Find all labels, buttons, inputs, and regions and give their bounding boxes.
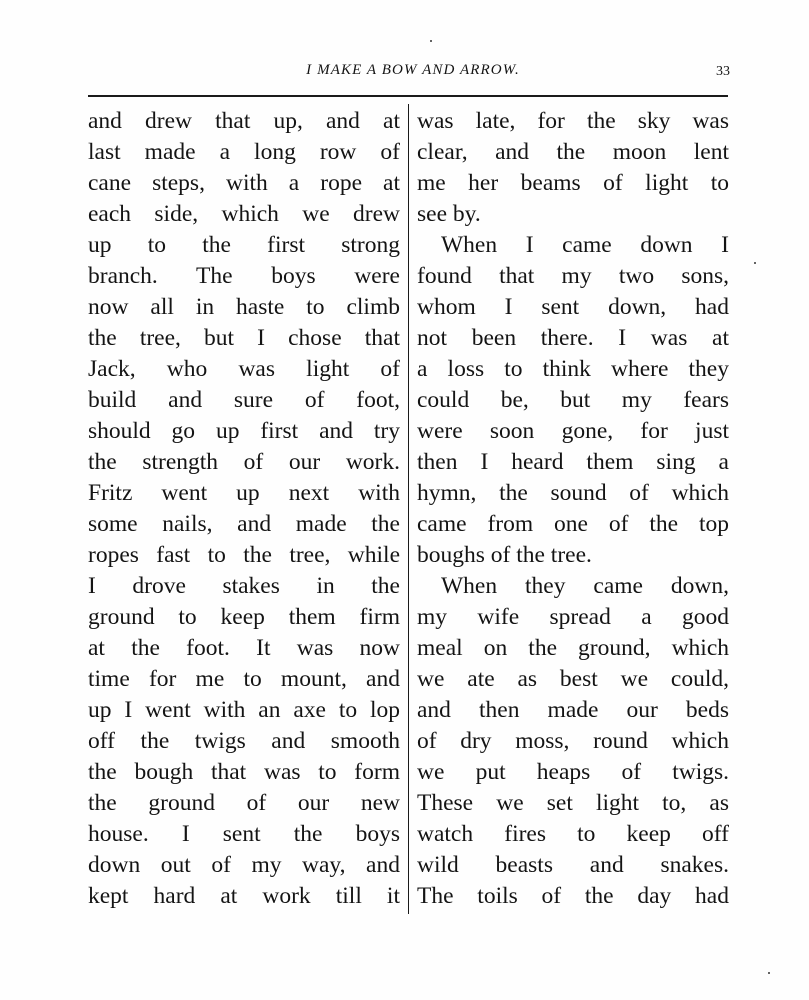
text-line: was late, for the sky was: [417, 108, 729, 134]
text-line: could be, but my fears: [417, 387, 729, 413]
paragraph-end-line: see by.: [417, 201, 481, 227]
text-line: house. I sent the boys: [88, 821, 400, 847]
running-title: I MAKE A BOW AND ARROW.: [306, 62, 520, 78]
text-line: clear, and the moon lent: [417, 139, 729, 165]
left-column: [88, 106, 400, 912]
text-line: The toils of the day had: [417, 883, 729, 909]
text-line: last made a long row of: [88, 139, 400, 165]
text-line: ground to keep them firm: [88, 604, 400, 630]
paragraph-start-line: When I came down I: [441, 232, 729, 258]
ink-speck: [754, 262, 756, 264]
paragraph-end-line: boughs of the tree.: [417, 542, 592, 568]
text-line: found that my two sons,: [417, 263, 729, 289]
text-line: branch. The boys were: [88, 263, 400, 289]
text-line: some nails, and made the: [88, 511, 400, 537]
text-line: me her beams of light to: [417, 170, 729, 196]
text-line: build and sure of foot,: [88, 387, 400, 413]
paragraph-start-line: When they came down,: [441, 573, 729, 599]
text-line: each side, which we drew: [88, 201, 400, 227]
page-number: 33: [716, 64, 730, 79]
running-header: [88, 60, 738, 90]
text-line: then I heard them sing a: [417, 449, 729, 475]
text-line: now all in haste to climb: [88, 294, 400, 320]
text-line: the strength of our work.: [88, 449, 400, 475]
text-line: at the foot. It was now: [88, 635, 400, 661]
text-line: whom I sent down, had: [417, 294, 729, 320]
text-line: my wife spread a good: [417, 604, 729, 630]
text-line: we ate as best we could,: [417, 666, 729, 692]
column-divider: [408, 104, 409, 914]
text-line: of dry moss, round which: [417, 728, 729, 754]
text-line: should go up first and try: [88, 418, 400, 444]
text-line: I drove stakes in the: [88, 573, 400, 599]
text-line: the tree, but I chose that: [88, 325, 400, 351]
text-line: off the twigs and smooth: [88, 728, 400, 754]
ink-speck: [768, 972, 770, 974]
text-line: and then made our beds: [417, 697, 729, 723]
text-line: Jack, who was light of: [88, 356, 400, 382]
text-line: meal on the ground, which: [417, 635, 729, 661]
text-line: cane steps, with a rope at: [88, 170, 400, 196]
text-line: hymn, the sound of which: [417, 480, 729, 506]
text-line: ropes fast to the tree, while: [88, 542, 400, 568]
text-line: a loss to think where they: [417, 356, 729, 382]
text-line: the bough that was to form: [88, 759, 400, 785]
text-line: were soon gone, for just: [417, 418, 729, 444]
text-line: came from one of the top: [417, 511, 729, 537]
text-line: up to the first strong: [88, 232, 400, 258]
header-rule: [88, 95, 728, 97]
text-line: up I went with an axe to lop: [88, 697, 400, 723]
text-line: kept hard at work till it: [88, 883, 400, 909]
text-line: the ground of our new: [88, 790, 400, 816]
right-column: [417, 106, 729, 912]
text-line: and drew that up, and at: [88, 108, 400, 134]
text-line: Fritz went up next with: [88, 480, 400, 506]
text-line: we put heaps of twigs.: [417, 759, 729, 785]
text-line: not been there. I was at: [417, 325, 729, 351]
text-line: watch fires to keep off: [417, 821, 729, 847]
ink-speck: [430, 40, 432, 42]
text-line: down out of my way, and: [88, 852, 400, 878]
text-line: time for me to mount, and: [88, 666, 400, 692]
text-line: These we set light to, as: [417, 790, 729, 816]
text-line: wild beasts and snakes.: [417, 852, 729, 878]
